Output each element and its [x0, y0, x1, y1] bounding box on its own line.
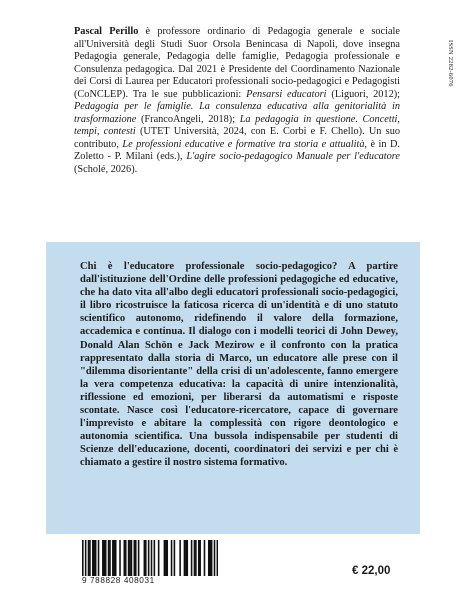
- issn-label: [444, 40, 458, 110]
- barcode-digits: 9 788828 408031: [82, 576, 218, 585]
- bio-text: (Scholé, 2026).: [74, 164, 138, 176]
- bio-text: (UTET Università, 2024, con E. Corbi e F. Chello). Un suo contributo,: [74, 126, 400, 150]
- price: € 22,00: [352, 565, 391, 577]
- issn-text: ISSN 2282-6076: [447, 40, 454, 87]
- bio-text: (Liguori, 2012);: [326, 88, 401, 100]
- bio-text: , è in D. Zoletto - P. Milani (eds.),: [74, 138, 400, 163]
- book-title: L'agire socio-pedagogico Manuale per l'educatore: [186, 151, 401, 163]
- author-name: Pascal Perillo: [74, 26, 139, 37]
- bio-text: (FrancoAngeli, 2018);: [136, 113, 240, 125]
- author-bio: [74, 26, 400, 177]
- barcode-bars: [82, 540, 218, 576]
- book-title: Pensarsi educatori: [246, 88, 327, 100]
- book-title: La pedagogia in questione. Concetti, tempi, contesti: [74, 113, 400, 138]
- bio-text: è professore ordinario di Pedagogia generale e sociale all'Università degli Studi Suor Orsola Benincasa di Napoli, dove insegna Pedagogia generale, Pedagogia delle famiglie, Pedagogia professionale e Consulenza pedagogica. Dal 2021 è Presidente del Coordinamento Nazionale dei Corsi di Laurea per Educatori professionali socio-pedagogici e Pedagogisti (CoNCLEP). Tra le sue pubblicazioni:: [74, 26, 400, 100]
- book-title: Le professioni educative e formative tra storia e attualità: [122, 138, 365, 150]
- book-title: Pedagogia per le famiglie. La consulenza educativa alla genitorialità in trasformazione: [74, 101, 400, 125]
- book-blurb: Chi è l'educatore professionale socio-pedagogico? A partire dall'istituzione dell'Ordine delle professioni pedagogiche ed educative, che ha dato vita all'albo degli educatori professionali socio-pedagogici, il libro ricostruisce la faticosa ricerca di un'identità e di uno statuto scientifico autonomo, ridefinendo il valore della formazione, accademica e continua. Il dialogo con i modelli teorici di John Dewey, Donald Alan Schön e Jack Mezirow e il confronto con la pratica rappresentato dalla storia di Marco, un educatore alle prese con il "dilemma disorientante" della crisi di un'adolescente, fanno emergere la vera competenza educativa: la capacità di unire intenzionalità, riflessione ed emozioni, per liberarsi da automatismi e risposte scontate. Nasce così l'educatore-ricercatore, capace di governare l'imprevisto e abitare la complessità con rigore deontologico e autonomia scientifica. Una bussola indispensabile per studenti di Scienze dell'educazione, docenti, coordinatori dei servizi e per chi è chiamato a gestire il nostro sistema formativo.: [80, 261, 398, 469]
